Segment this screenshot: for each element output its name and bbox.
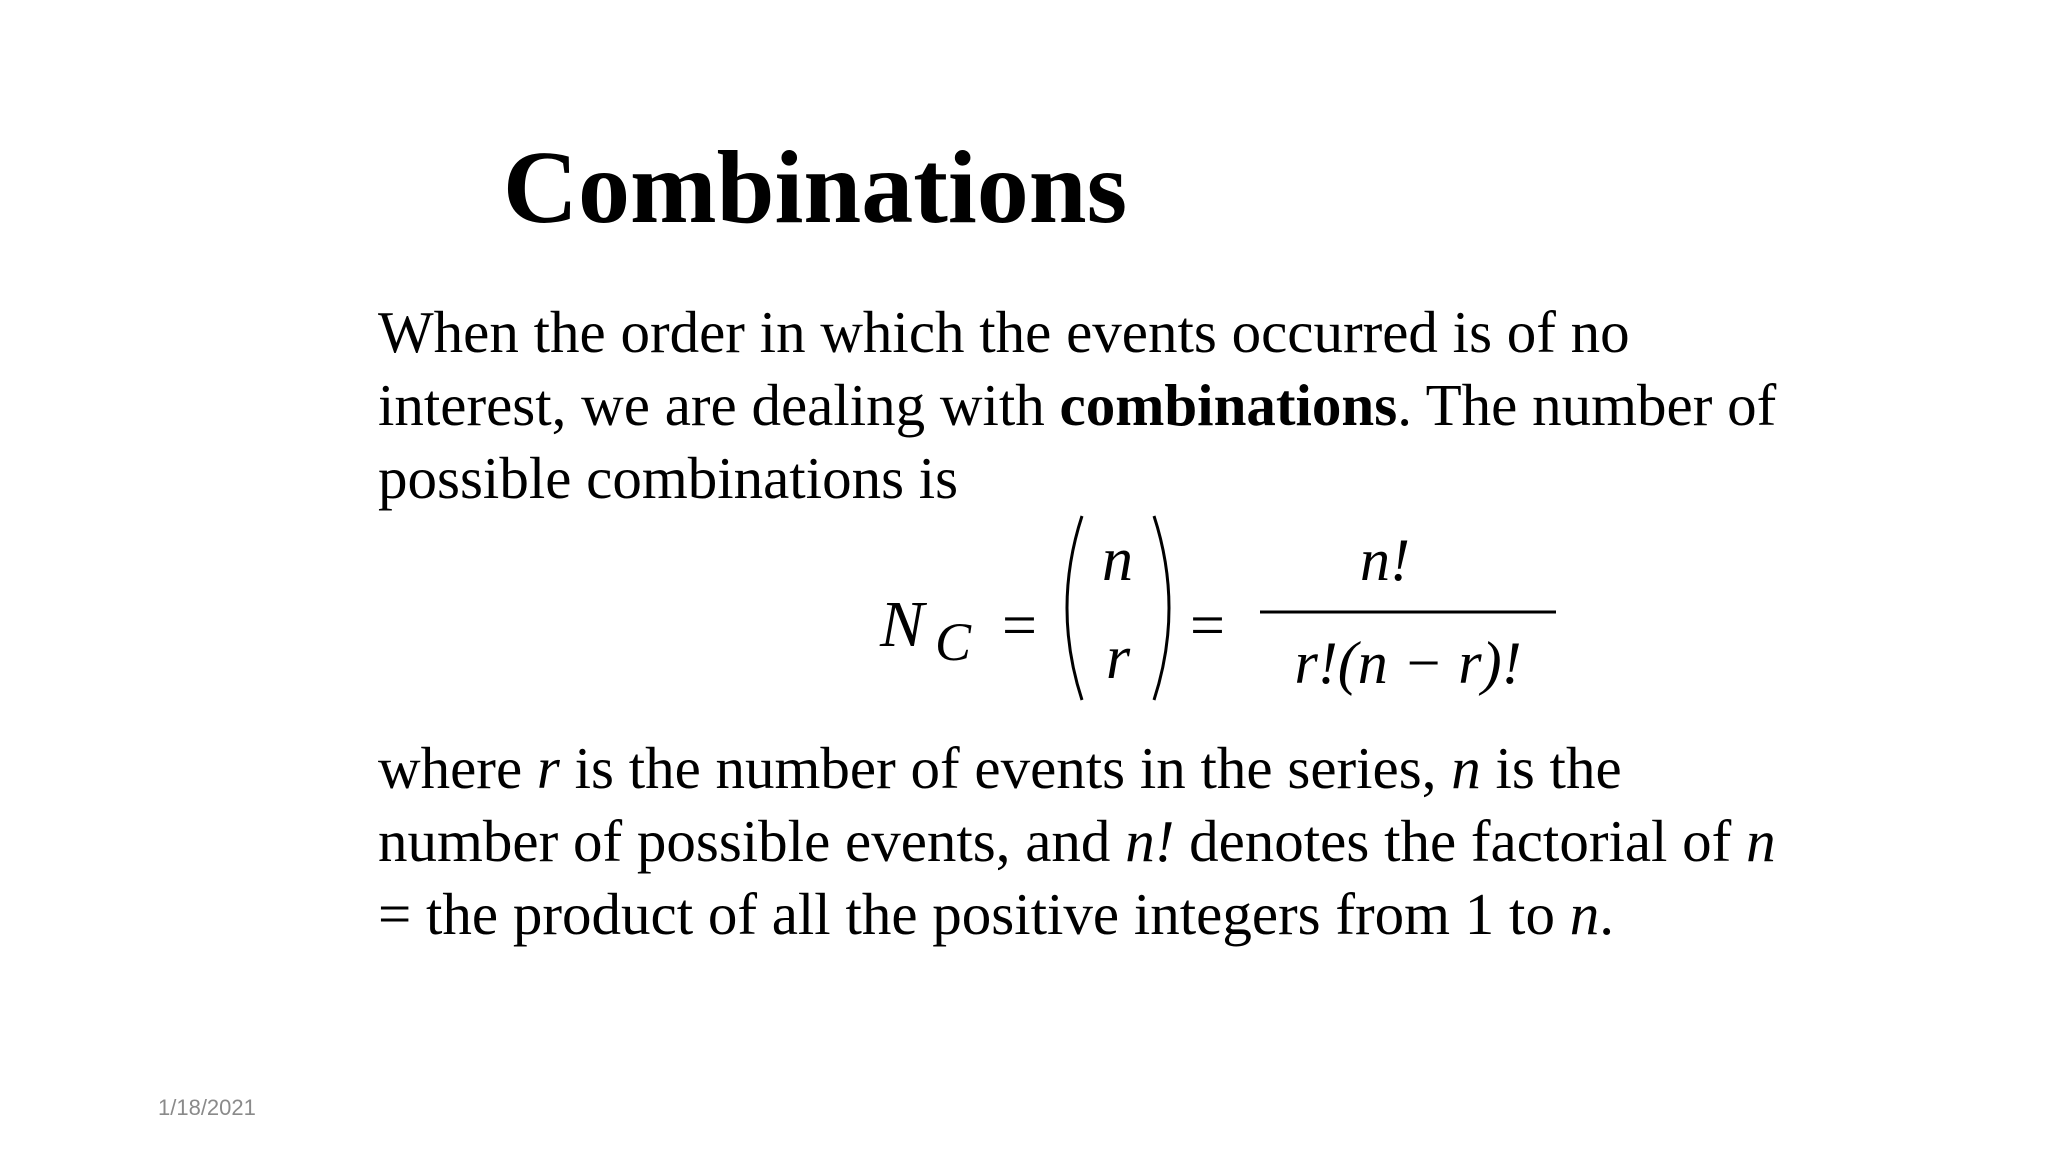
footer-date: 1/18/2021 (158, 1095, 256, 1120)
formula-lhs-symbol: N (880, 588, 925, 661)
explanation-paragraph (378, 732, 1798, 951)
frac-numerator: n! (1360, 527, 1410, 593)
binom-left-paren (1067, 516, 1082, 700)
explanation-text-4: denotes the factorial of (1174, 808, 1747, 874)
formula-equals-1: = (1002, 592, 1037, 660)
binom-bottom: r (1106, 624, 1131, 692)
frac-denominator: r!(n − r)! (1294, 630, 1522, 696)
var-r: r (536, 735, 560, 801)
binom-top: n (1102, 526, 1133, 594)
combinations-formula (860, 508, 1580, 718)
var-n-factorial: n! (1125, 808, 1175, 874)
bold-term-combinations: combinations (1059, 372, 1398, 438)
explanation-text-1: where (378, 735, 537, 801)
binom-right-paren (1154, 516, 1169, 700)
var-n: n (1451, 735, 1481, 801)
explanation-text-6: . (1599, 881, 1614, 947)
formula-svg (860, 508, 1580, 718)
explanation-text-2: is the number of events in the series, (559, 735, 1452, 801)
formula-lhs-subscript: C (935, 612, 972, 672)
explanation-text-5: = the product of all the positive integers from 1 to (378, 881, 1570, 947)
var-n: n (1569, 881, 1600, 947)
intro-text-start: When the order in which the events occurred is of no interest, we are dealing with (378, 299, 1630, 438)
intro-text-end: . The number of possible combinations is (378, 372, 1777, 511)
slide-title: Combinations (502, 130, 1128, 245)
formula-equals-2: = (1190, 592, 1225, 660)
explanation-text-3: is the number of possible events, and (378, 735, 1622, 874)
var-n: n (1746, 808, 1776, 874)
intro-paragraph (378, 296, 1798, 515)
